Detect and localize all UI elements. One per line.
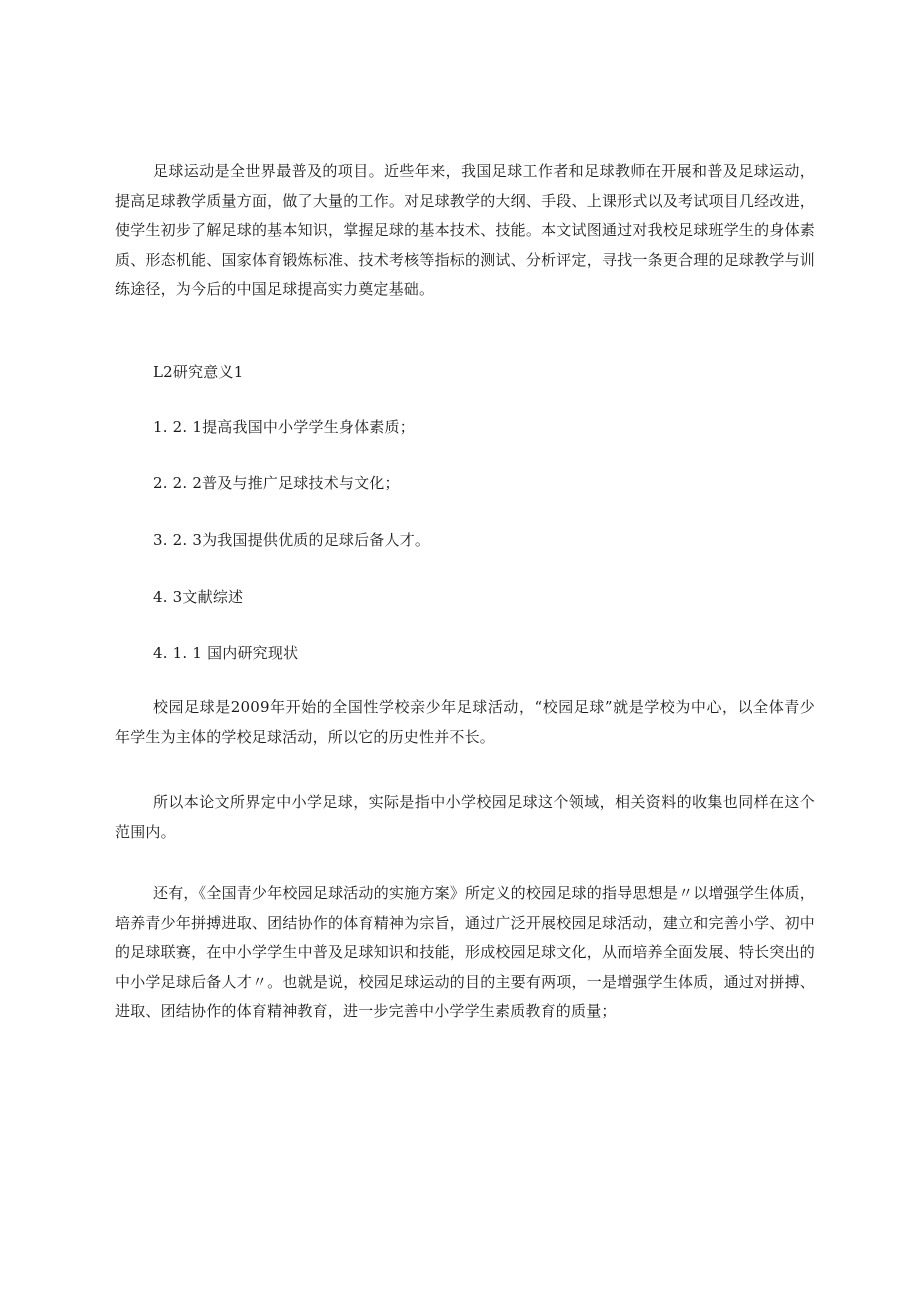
intro-paragraph: 足球运动是全世界最普及的项目。近些年来，我国足球工作者和足球教师在开展和普及足球运动，提高足球教学质量方面，做了大量的工作。对足球教学的大纲、手段、上课形式以及考试项目几经改进，使学生初步了解足球的基本知识，掌握足球的基本技术、技能。本文试图通过对我校足球班学生的身体素质、形态机能、国家体育锻炼标准、技术考核等指标的测试、分析评定，寻找一条更合理的足球教学与训练途径，为今后的中国足球提高实力奠定基础。 (115, 162, 815, 298)
paragraph-campus-football: 校园足球是2009年开始的全国性学校亲少年足球活动，“校园足球”就是学校为中心，以全体青少年学生为主体的学校足球活动，所以它的历史性并不长。 (115, 698, 815, 746)
section-heading-literature-review: 4. 3文献综述 (153, 588, 244, 606)
list-item-reserve-talent: 3. 2. 3为我国提供优质的足球后备人才。 (153, 531, 431, 549)
list-item-popularize-football: 2. 2. 2普及与推广足球技术与文化； (153, 474, 400, 492)
paragraph-guiding-thought: 还有，《全国青少年校园足球活动的实施方案》所定义的校园足球的指导思想是〃以增强学生体质，培养青少年拼搏进取、团结协作的体育精神为宗旨，通过广泛开展校园足球活动，建立和完善小学、初中的足球联赛，在中小学学生中普及足球知识和技能，形成校园足球文化，从而培养全面发展、特长突出的中小学足球后备人才〃。也就是说，校园足球运动的目的主要有两项，一是增强学生体质，通过对拼搏、进取、团结协作的体育精神教育，进一步完善中小学学生素质教育的质量； (115, 884, 815, 1020)
paragraph-scope: 所以本论文所界定中小学足球，实际是指中小学校园足球这个领域，相关资料的收集也同样在这个范围内。 (115, 793, 815, 841)
section-heading-significance: L2研究意义1 (153, 363, 244, 381)
subsection-heading-domestic-status: 4. 1. 1 国内研究现状 (153, 644, 299, 662)
list-item-physical-quality: 1. 2. 1提高我国中小学学生身体素质； (153, 418, 415, 436)
